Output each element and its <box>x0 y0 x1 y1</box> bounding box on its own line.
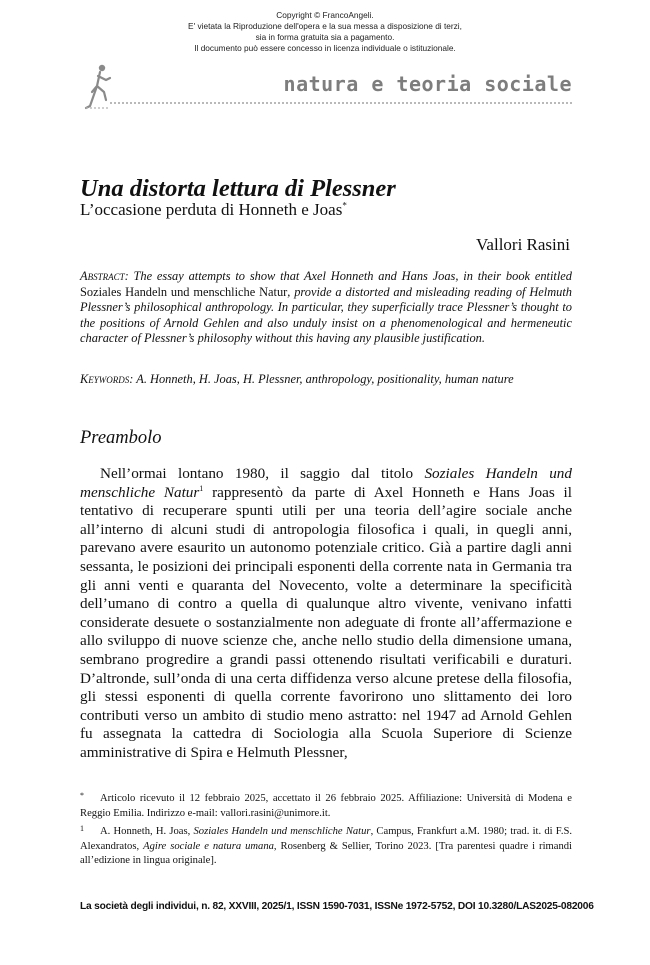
citation-footer: La società degli individui, n. 82, XXVIII, 2025/1, ISSN 1590-7031, ISSNe 1972-5752, DOI 10.3280/LAS2025-082006 <box>80 901 594 912</box>
article-subtitle <box>80 200 347 220</box>
article-title: Una distorta lettura di Plessner <box>80 175 396 202</box>
subtitle-footnote-mark[interactable]: * <box>342 200 347 211</box>
footnote-text: A. Honneth, H. Joas, <box>100 826 194 837</box>
footnote-book-title: Soziales Handeln und menschliche Natur <box>193 826 371 837</box>
paragraph-text: rappresentò da parte di Axel Honneth e Hans Joas il tentativo di recuperare spunti utili per una teoria dell’agire sociale anche all’interno di alcuni studi di antropologia filosofica i quali, in quegli anni, parevano avere esaurito un autonomo potenziale critico. Già a partire dagli anni sessanta, le posizioni dei principali esponenti della corrente nata in Germania tra gli anni venti e quaranta del Novecento, volte a determinare la specificità dell’umano di contro a quella di qualunque altro vivente, venivano infatti considerate desuete o sostanzialmente non adeguate di fronte all’affermazione e allo sviluppo di nuove scienze che, anche nello studio della dimensione umana, sembrano progredire a grandi passi ottenendo risultati verificabili e duraturi. D’altronde, sull’onda di una certa diffidenza verso alcune pretese della filosofia, gli stessi esponenti di quella corrente favorirono uno slittamento dei loro contributi verso un ambito di studio meno astratto: nel 1947 ad Arnold Gehlen fu assegnata la cattedra di Sociologia alla Scuola Superiore di Scienze amministrative di Spira e Helmuth Plessner, <box>80 483 572 761</box>
footnote-ref-1[interactable]: 1 <box>199 483 204 493</box>
keywords <box>80 372 572 387</box>
masthead-dotted-rule <box>110 102 572 104</box>
keywords-text: A. Honneth, H. Joas, H. Plessner, anthropology, positionality, human nature <box>133 372 514 386</box>
paragraph-text: Nell’ormai lontano 1980, il saggio dal titolo <box>100 465 425 482</box>
subtitle-text: L’occasione perduta di Honneth e Joas <box>80 200 343 219</box>
figure-sketch-icon <box>80 62 120 112</box>
copyright-line: E' vietata la Riproduzione dell'opera e la sua messa a disposizione di terzi, <box>188 21 462 31</box>
journal-masthead <box>80 62 580 112</box>
footnote-text: Articolo ricevuto il 12 febbraio 2025, accettato il 26 febbraio 2025. Affiliazione: Università di Modena e Reggio Emilia. Indirizzo e-mail: vallori.rasini@unimore.it. <box>80 793 572 819</box>
abstract-label: Abstract: <box>80 269 129 283</box>
abstract <box>80 269 572 347</box>
footnote <box>80 825 572 869</box>
footnote-text: , Rosenberg & Sellier, Torino 2023. [Tra parentesi quadre i rimandi all’edizione in lingua originale]. <box>80 840 573 866</box>
footnote-mark: 1 <box>80 824 84 833</box>
abstract-text: , provide a distorted and misleading reading of Helmuth Plessner’s philosophical anthropology. In particular, they superficially trace Plessner’s thought to the positions of Arnold Gehlen and also unduly insist on a phenomenological and hermeneutic character of Plessner’s philosophy without this having any plausible justification. <box>80 284 572 345</box>
abstract-book-title: Soziales Handeln und menschliche Natur <box>80 284 288 299</box>
footnote-text: , Campus, Frankfurt a.M. 1980; trad. it. di F.S. Alexandratos, <box>80 826 573 852</box>
footnote-mark: * <box>80 791 84 800</box>
journal-name: natura e teoria sociale <box>283 72 572 96</box>
copyright-line: Il documento può essere concesso in licenza individuale o istituzionale. <box>194 43 456 53</box>
abstract-text: The essay attempts to show that Axel Honneth and Hans Joas, in their book entitled <box>128 269 572 283</box>
cited-book-title: Soziales Handeln und menschliche Natur <box>80 465 572 501</box>
keywords-label: Keywords: <box>80 372 134 386</box>
article-author: Vallori Rasini <box>476 235 570 254</box>
copyright-notice <box>0 10 650 54</box>
section-heading: Preambolo <box>80 428 162 448</box>
body-text <box>80 465 572 763</box>
footnotes <box>80 792 572 873</box>
copyright-line: sia in forma gratuita sia a pagamento. <box>255 32 395 42</box>
paragraph <box>80 465 572 763</box>
footnote <box>80 792 572 821</box>
copyright-line: Copyright © FrancoAngeli. <box>276 10 374 20</box>
footnote-book-title: Agire sociale e natura umana <box>143 840 274 852</box>
